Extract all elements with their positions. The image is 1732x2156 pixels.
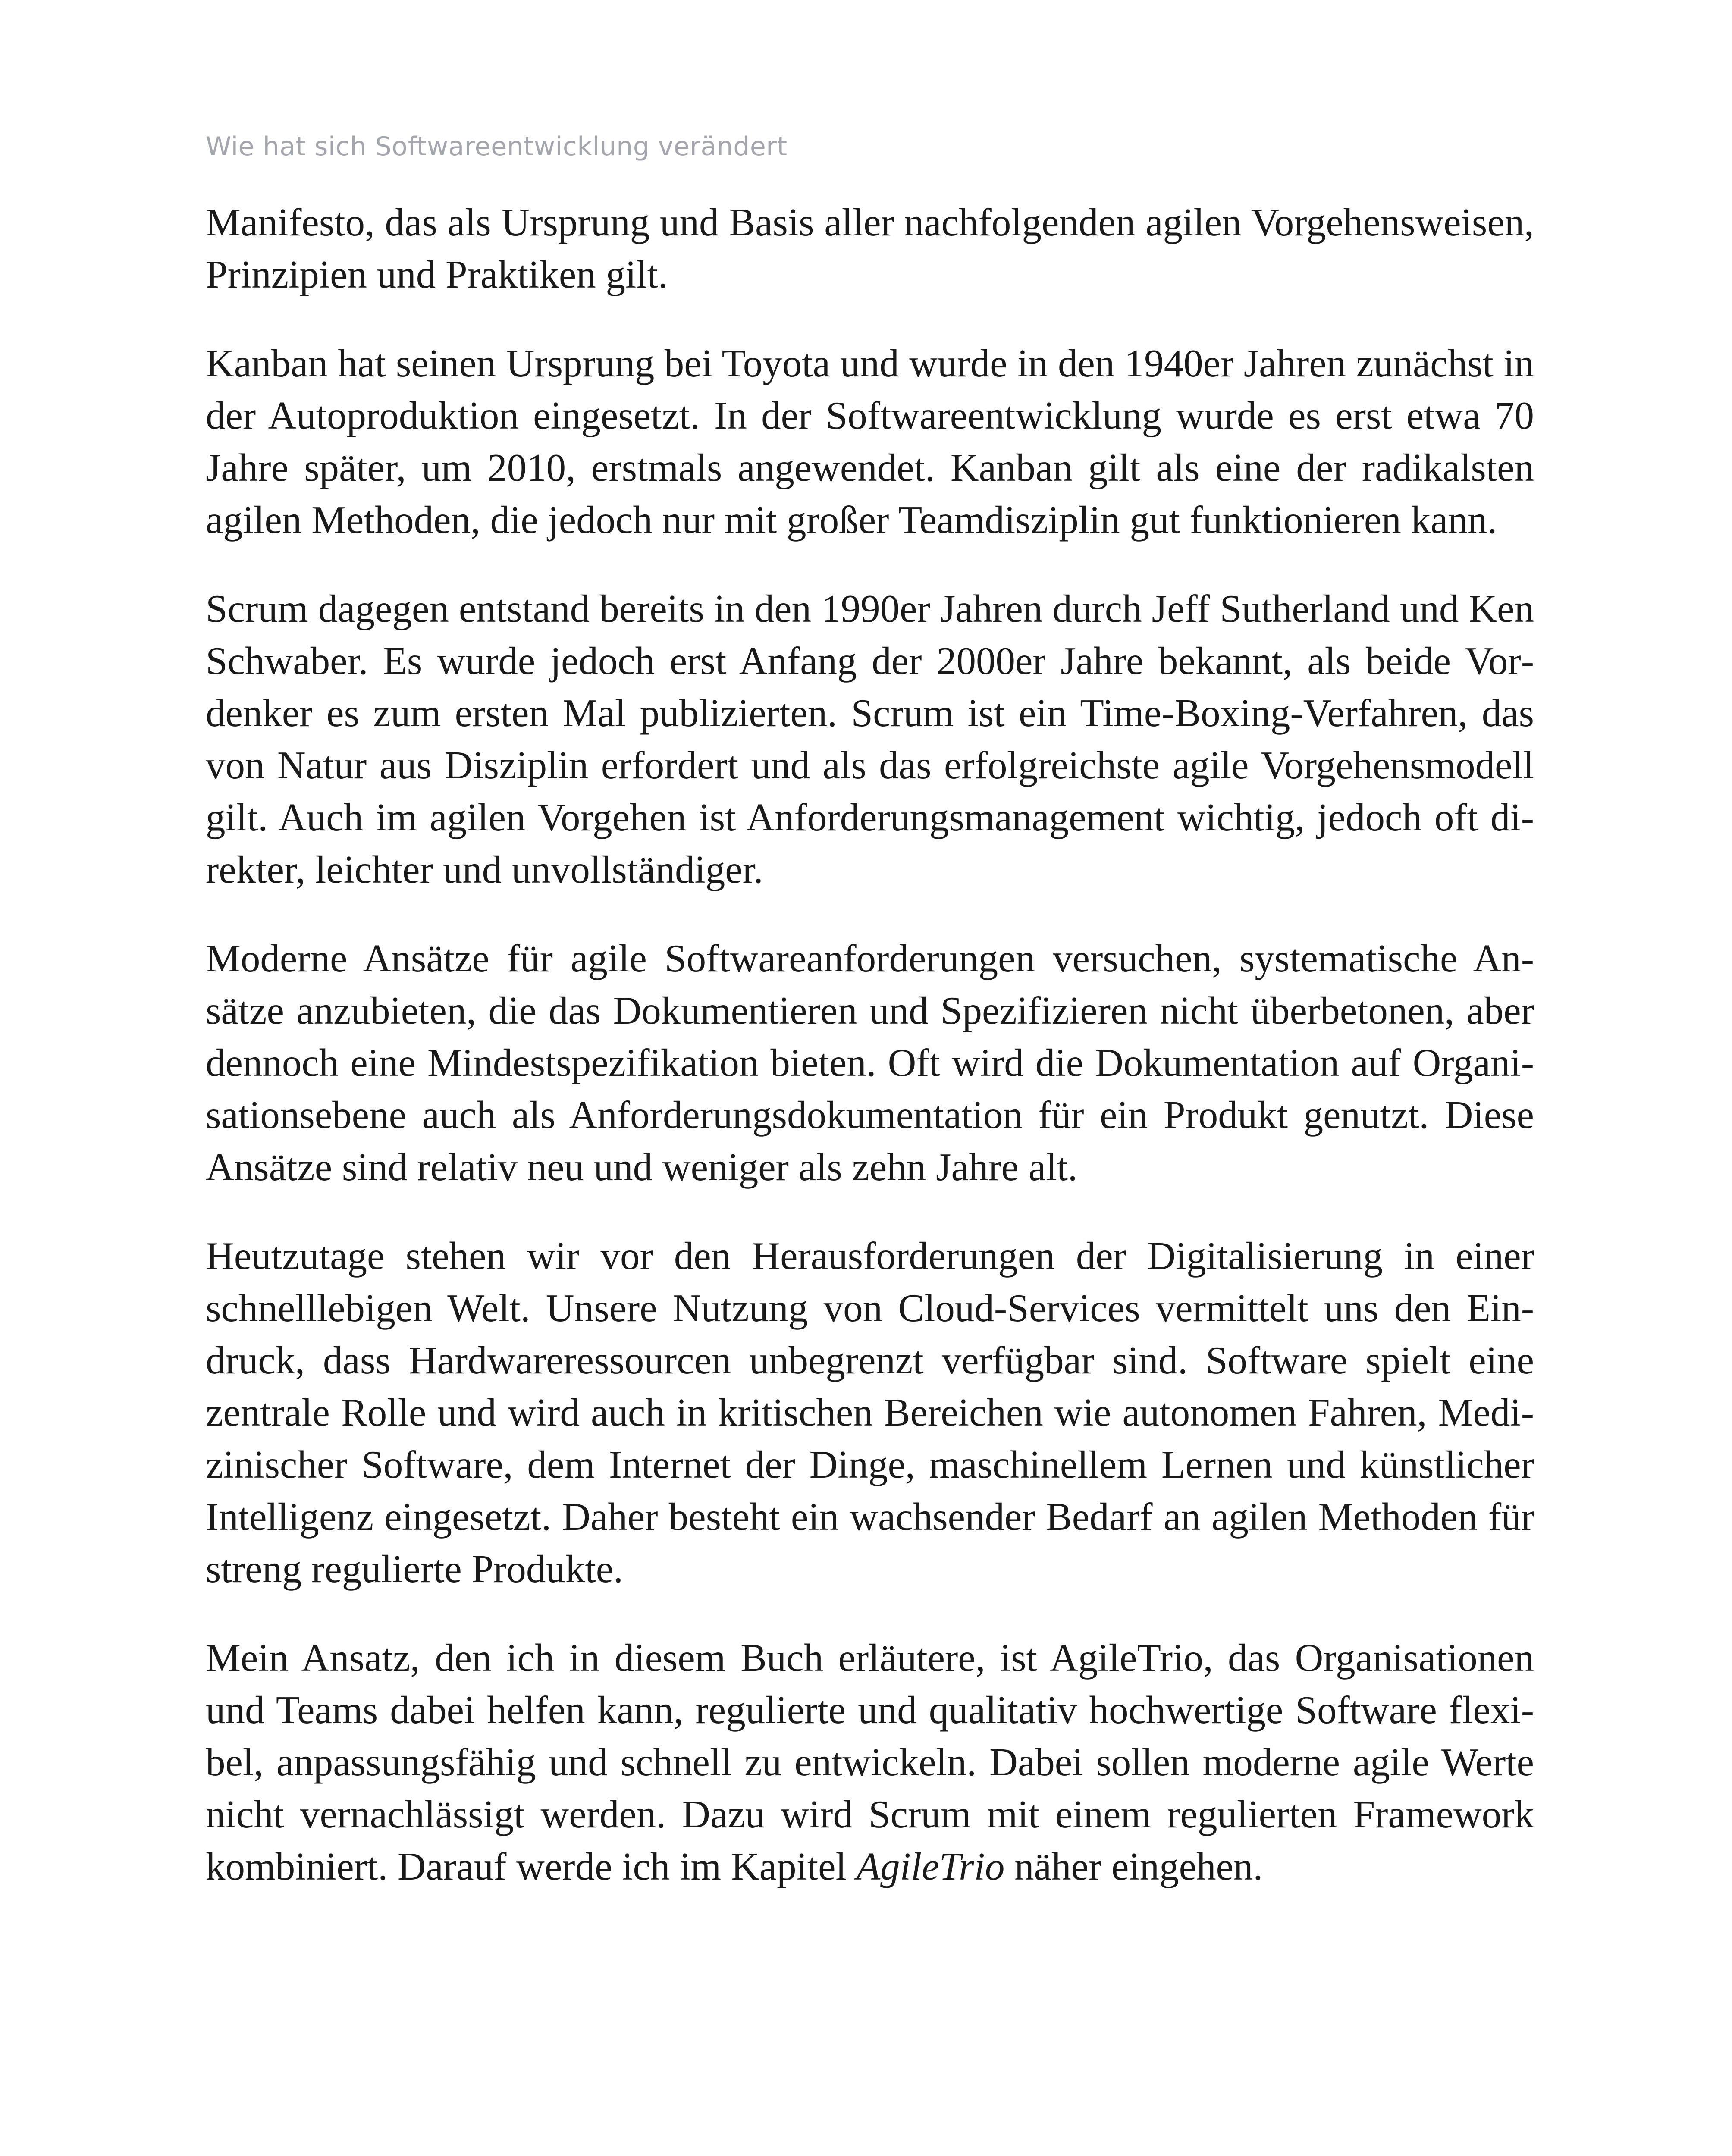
paragraph-kanban: Kanban hat seinen Ursprung bei Toyota und wurde in den 1940er Jahren zunächst in der Autoproduktion eingesetzt. In der Softwareentwicklung wurde es erst etwa 70 Jahre später, um 2010, erstmals angewendet. Kanban gilt als eine der radikalsten agilen Methoden, die jedoch nur mit großer Teamdisziplin gut funktionieren kann. xyxy=(206,342,1534,542)
paragraph-digitalization: Heutzutage stehen wir vor den Herausforderungen der Digitalisierung in einer schnelllebigen Welt. Unsere Nutzung von Cloud-Services vermittelt uns den Eindruck, dass Hardwareressourcen unbegrenzt verfügbar sind. Software spielt eine zentrale Rolle und wird auch in kritischen Bereichen wie autonomen Fahren, Medizinischer Software, dem Internet der Dinge, maschinellem Lernen und künstlicher Intelligenz eingesetzt. Daher besteht ein wachsender Bedarf an agilen Methoden für streng regulierte Produkte. xyxy=(206,1234,1534,1591)
running-header: Wie hat sich Softwareentwicklung verändert xyxy=(206,132,788,162)
agiletrio-text-end: näher eingehen. xyxy=(1004,1845,1263,1888)
paragraph-manifesto: Manifesto, das als Ursprung und Basis aller nachfolgenden agilen Vorgehensweisen, Prinzipien und Praktiken gilt. xyxy=(206,201,1534,296)
body-text xyxy=(206,196,1534,1893)
chapter-reference-agiletrio: AgileTrio xyxy=(856,1845,1005,1888)
paragraph-modern-approaches: Moderne Ansätze für agile Softwareanforderungen versuchen, systematische Ansätze anzubieten, die das Dokumentieren und Spezifizieren nicht überbetonen, aber dennoch eine Mindestspezifikation bieten. Oft wird die Dokumentation auf Organisationsebene auch als Anforderungsdokumentation für ein Produkt genutzt. Diese Ansätze sind relativ neu und weniger als zehn Jahre alt. xyxy=(206,937,1534,1189)
agiletrio-text-start: Mein Ansatz, den ich in diesem Buch erläutere, ist AgileTrio, das Organisationen und Teams dabei helfen kann, regulierte und qualitativ hochwertige Software flexibel, anpassungsfähig und schnell zu entwickeln. Dabei sollen moderne agile Werte nicht vernachlässigt werden. Dazu wird Scrum mit einem regulierten Framework kombiniert. Darauf werde ich im Kapitel xyxy=(206,1636,1534,1888)
paragraph-agiletrio xyxy=(206,1632,1534,1893)
paragraph-scrum: Scrum dagegen entstand bereits in den 1990er Jahren durch Jeff Sutherland und Ken Schwaber. Es wurde jedoch erst Anfang der 2000er Jahre bekannt, als beide Vordenker es zum ersten Mal publizierten. Scrum ist ein Time-Boxing-Verfahren, das von Natur aus Disziplin erfordert und als das erfolgreichste agile Vorgehensmodell gilt. Auch im agilen Vorgehen ist Anforderungsmanagement wichtig, jedoch oft direkter, leichter und unvollständiger. xyxy=(206,587,1534,891)
